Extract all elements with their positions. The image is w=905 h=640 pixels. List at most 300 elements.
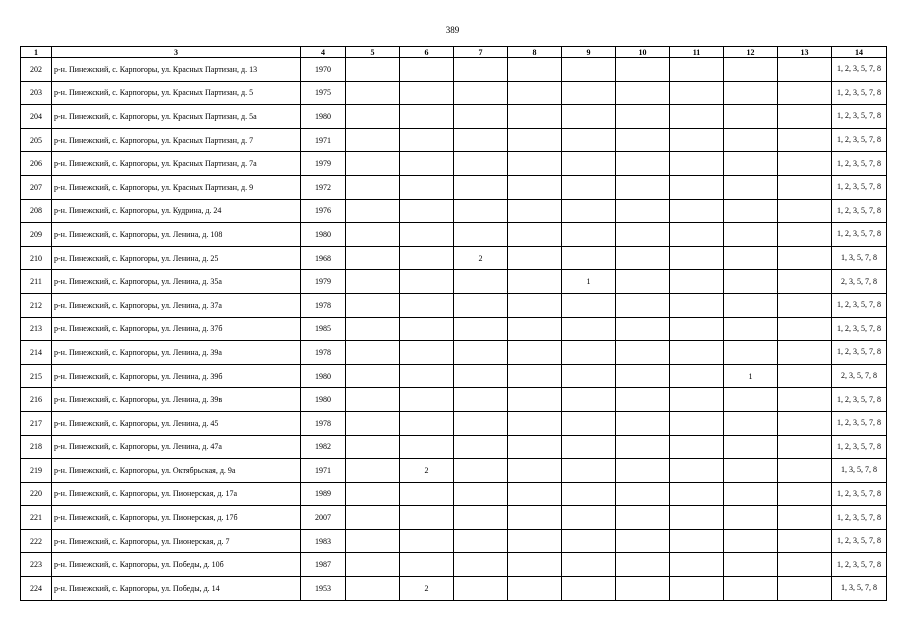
value-cell	[724, 411, 778, 435]
value-cell	[778, 459, 832, 483]
year-cell: 1976	[301, 199, 346, 223]
column-header: 5	[346, 47, 400, 58]
header-row	[21, 47, 887, 58]
table-row	[21, 459, 887, 483]
value-cell	[400, 270, 454, 294]
value-cell	[670, 577, 724, 601]
table-row	[21, 199, 887, 223]
value-cell	[616, 435, 670, 459]
column-header: 13	[778, 47, 832, 58]
table-row	[21, 293, 887, 317]
codes-cell: 1, 2, 3, 5, 7, 8	[832, 435, 887, 459]
value-cell	[400, 81, 454, 105]
value-cell	[454, 152, 508, 176]
value-cell: 2	[400, 459, 454, 483]
value-cell	[346, 459, 400, 483]
row-number: 221	[21, 506, 52, 530]
row-number: 209	[21, 223, 52, 247]
value-cell	[508, 199, 562, 223]
value-cell	[454, 317, 508, 341]
year-cell: 1982	[301, 435, 346, 459]
codes-cell: 1, 2, 3, 5, 7, 8	[832, 388, 887, 412]
row-number: 220	[21, 482, 52, 506]
value-cell	[562, 411, 616, 435]
value-cell	[346, 529, 400, 553]
value-cell	[400, 105, 454, 129]
value-cell	[562, 529, 616, 553]
column-header: 7	[454, 47, 508, 58]
value-cell	[778, 223, 832, 247]
address-cell: р-н. Пинежский, с. Карпогоры, ул. Победы, д. 14	[52, 577, 301, 601]
value-cell	[616, 128, 670, 152]
year-cell: 1978	[301, 411, 346, 435]
value-cell	[778, 105, 832, 129]
codes-cell: 1, 2, 3, 5, 7, 8	[832, 175, 887, 199]
value-cell	[508, 388, 562, 412]
year-cell: 1971	[301, 459, 346, 483]
codes-cell: 1, 2, 3, 5, 7, 8	[832, 58, 887, 82]
value-cell: 2	[454, 246, 508, 270]
value-cell	[778, 506, 832, 530]
value-cell	[400, 529, 454, 553]
value-cell	[400, 388, 454, 412]
value-cell	[346, 175, 400, 199]
codes-cell: 1, 2, 3, 5, 7, 8	[832, 317, 887, 341]
value-cell	[346, 364, 400, 388]
row-number: 216	[21, 388, 52, 412]
row-number: 208	[21, 199, 52, 223]
value-cell	[400, 411, 454, 435]
value-cell	[778, 293, 832, 317]
year-cell: 1980	[301, 388, 346, 412]
value-cell	[454, 293, 508, 317]
value-cell	[508, 152, 562, 176]
row-number: 211	[21, 270, 52, 294]
value-cell	[508, 105, 562, 129]
value-cell	[778, 317, 832, 341]
address-cell: р-н. Пинежский, с. Карпогоры, ул. Ленина, д. 25	[52, 246, 301, 270]
value-cell	[562, 58, 616, 82]
value-cell	[400, 341, 454, 365]
table-row	[21, 105, 887, 129]
value-cell	[508, 553, 562, 577]
row-number: 202	[21, 58, 52, 82]
table-row	[21, 364, 887, 388]
value-cell	[670, 128, 724, 152]
address-cell: р-н. Пинежский, с. Карпогоры, ул. Ленина, д. 39а	[52, 341, 301, 365]
value-cell	[346, 317, 400, 341]
table-row	[21, 246, 887, 270]
value-cell	[508, 364, 562, 388]
codes-cell: 1, 2, 3, 5, 7, 8	[832, 105, 887, 129]
value-cell	[454, 58, 508, 82]
column-header: 9	[562, 47, 616, 58]
value-cell	[346, 388, 400, 412]
value-cell	[508, 435, 562, 459]
codes-cell: 1, 3, 5, 7, 8	[832, 459, 887, 483]
address-cell: р-н. Пинежский, с. Карпогоры, ул. Ленина, д. 35а	[52, 270, 301, 294]
year-cell: 1989	[301, 482, 346, 506]
value-cell	[724, 529, 778, 553]
row-number: 218	[21, 435, 52, 459]
codes-cell: 1, 2, 3, 5, 7, 8	[832, 482, 887, 506]
value-cell	[454, 577, 508, 601]
value-cell	[346, 81, 400, 105]
address-cell: р-н. Пинежский, с. Карпогоры, ул. Красных Партизан, д. 13	[52, 58, 301, 82]
value-cell	[724, 58, 778, 82]
value-cell	[346, 105, 400, 129]
codes-cell: 1, 2, 3, 5, 7, 8	[832, 529, 887, 553]
codes-cell: 1, 2, 3, 5, 7, 8	[832, 411, 887, 435]
housing-registry-table	[20, 46, 887, 601]
value-cell	[724, 506, 778, 530]
column-header: 1	[21, 47, 52, 58]
value-cell	[346, 553, 400, 577]
value-cell	[562, 388, 616, 412]
column-header: 6	[400, 47, 454, 58]
column-header: 3	[52, 47, 301, 58]
table-row	[21, 152, 887, 176]
value-cell	[400, 175, 454, 199]
codes-cell: 1, 2, 3, 5, 7, 8	[832, 506, 887, 530]
value-cell	[616, 577, 670, 601]
value-cell	[724, 435, 778, 459]
address-cell: р-н. Пинежский, с. Карпогоры, ул. Октябрьская, д. 9а	[52, 459, 301, 483]
value-cell	[778, 553, 832, 577]
value-cell	[400, 246, 454, 270]
value-cell	[724, 223, 778, 247]
year-cell: 2007	[301, 506, 346, 530]
codes-cell: 1, 2, 3, 5, 7, 8	[832, 152, 887, 176]
value-cell	[400, 223, 454, 247]
value-cell	[562, 482, 616, 506]
value-cell	[508, 341, 562, 365]
address-cell: р-н. Пинежский, с. Карпогоры, ул. Ленина, д. 45	[52, 411, 301, 435]
value-cell	[778, 152, 832, 176]
value-cell	[724, 577, 778, 601]
year-cell: 1972	[301, 175, 346, 199]
value-cell: 2	[400, 577, 454, 601]
value-cell	[346, 577, 400, 601]
value-cell	[778, 199, 832, 223]
value-cell	[400, 506, 454, 530]
value-cell	[508, 411, 562, 435]
year-cell: 1980	[301, 105, 346, 129]
value-cell	[778, 529, 832, 553]
address-cell: р-н. Пинежский, с. Карпогоры, ул. Пионерская, д. 17б	[52, 506, 301, 530]
page-number: 389	[445, 25, 460, 35]
year-cell: 1987	[301, 553, 346, 577]
value-cell	[346, 199, 400, 223]
table-row	[21, 435, 887, 459]
value-cell	[400, 58, 454, 82]
codes-cell: 1, 2, 3, 5, 7, 8	[832, 81, 887, 105]
value-cell	[400, 128, 454, 152]
address-cell: р-н. Пинежский, с. Карпогоры, ул. Ленина, д. 47а	[52, 435, 301, 459]
value-cell	[670, 388, 724, 412]
value-cell	[670, 341, 724, 365]
value-cell	[400, 364, 454, 388]
value-cell	[562, 553, 616, 577]
row-number: 205	[21, 128, 52, 152]
value-cell	[400, 482, 454, 506]
year-cell: 1968	[301, 246, 346, 270]
value-cell	[508, 293, 562, 317]
value-cell	[670, 152, 724, 176]
value-cell	[454, 223, 508, 247]
table-row	[21, 506, 887, 530]
value-cell	[724, 105, 778, 129]
address-cell: р-н. Пинежский, с. Карпогоры, ул. Красных Партизан, д. 7	[52, 128, 301, 152]
row-number: 207	[21, 175, 52, 199]
column-header: 11	[670, 47, 724, 58]
column-header: 8	[508, 47, 562, 58]
value-cell	[616, 152, 670, 176]
value-cell	[454, 175, 508, 199]
value-cell	[562, 459, 616, 483]
value-cell	[454, 411, 508, 435]
value-cell	[346, 482, 400, 506]
value-cell	[346, 58, 400, 82]
value-cell	[670, 270, 724, 294]
table-row	[21, 411, 887, 435]
year-cell: 1980	[301, 223, 346, 247]
table-row	[21, 529, 887, 553]
value-cell	[562, 199, 616, 223]
value-cell	[508, 81, 562, 105]
value-cell	[562, 246, 616, 270]
value-cell	[562, 364, 616, 388]
value-cell	[454, 270, 508, 294]
value-cell	[346, 223, 400, 247]
value-cell	[778, 411, 832, 435]
value-cell: 1	[724, 364, 778, 388]
table-row	[21, 175, 887, 199]
value-cell	[724, 246, 778, 270]
year-cell: 1978	[301, 293, 346, 317]
value-cell	[778, 435, 832, 459]
value-cell	[562, 506, 616, 530]
value-cell	[724, 293, 778, 317]
value-cell	[454, 506, 508, 530]
table-row	[21, 388, 887, 412]
value-cell	[778, 175, 832, 199]
value-cell	[508, 577, 562, 601]
codes-cell: 1, 3, 5, 7, 8	[832, 246, 887, 270]
value-cell	[616, 58, 670, 82]
value-cell	[616, 317, 670, 341]
table-row	[21, 482, 887, 506]
address-cell: р-н. Пинежский, с. Карпогоры, ул. Ленина, д. 37а	[52, 293, 301, 317]
value-cell	[454, 199, 508, 223]
value-cell	[616, 223, 670, 247]
value-cell	[562, 341, 616, 365]
value-cell	[562, 435, 616, 459]
value-cell	[562, 152, 616, 176]
row-number: 203	[21, 81, 52, 105]
codes-cell: 1, 2, 3, 5, 7, 8	[832, 199, 887, 223]
table-row	[21, 270, 887, 294]
value-cell	[670, 58, 724, 82]
value-cell	[724, 175, 778, 199]
value-cell	[400, 317, 454, 341]
value-cell	[616, 364, 670, 388]
value-cell	[724, 270, 778, 294]
value-cell	[454, 553, 508, 577]
value-cell	[778, 128, 832, 152]
value-cell	[616, 81, 670, 105]
value-cell	[454, 482, 508, 506]
column-header: 10	[616, 47, 670, 58]
value-cell	[508, 175, 562, 199]
value-cell	[670, 293, 724, 317]
address-cell: р-н. Пинежский, с. Карпогоры, ул. Красных Партизан, д. 7а	[52, 152, 301, 176]
value-cell	[724, 553, 778, 577]
value-cell	[508, 506, 562, 530]
table-row	[21, 341, 887, 365]
year-cell: 1979	[301, 152, 346, 176]
value-cell	[724, 128, 778, 152]
column-header: 14	[832, 47, 887, 58]
value-cell	[616, 293, 670, 317]
value-cell	[670, 459, 724, 483]
value-cell	[346, 270, 400, 294]
address-cell: р-н. Пинежский, с. Карпогоры, ул. Победы, д. 10б	[52, 553, 301, 577]
codes-cell: 1, 2, 3, 5, 7, 8	[832, 223, 887, 247]
row-number: 215	[21, 364, 52, 388]
value-cell	[400, 199, 454, 223]
address-cell: р-н. Пинежский, с. Карпогоры, ул. Красных Партизан, д. 5а	[52, 105, 301, 129]
row-number: 204	[21, 105, 52, 129]
value-cell	[454, 105, 508, 129]
value-cell	[400, 435, 454, 459]
value-cell	[616, 199, 670, 223]
table-row	[21, 577, 887, 601]
value-cell	[508, 270, 562, 294]
codes-cell: 1, 2, 3, 5, 7, 8	[832, 553, 887, 577]
value-cell	[616, 105, 670, 129]
address-cell: р-н. Пинежский, с. Карпогоры, ул. Ленина, д. 39б	[52, 364, 301, 388]
value-cell	[724, 199, 778, 223]
row-number: 214	[21, 341, 52, 365]
value-cell	[346, 506, 400, 530]
row-number: 223	[21, 553, 52, 577]
year-cell: 1953	[301, 577, 346, 601]
table-row	[21, 317, 887, 341]
row-number: 212	[21, 293, 52, 317]
value-cell	[670, 199, 724, 223]
year-cell: 1975	[301, 81, 346, 105]
address-cell: р-н. Пинежский, с. Карпогоры, ул. Ленина, д. 108	[52, 223, 301, 247]
codes-cell: 1, 3, 5, 7, 8	[832, 577, 887, 601]
value-cell	[562, 317, 616, 341]
value-cell	[670, 246, 724, 270]
year-cell: 1983	[301, 529, 346, 553]
value-cell	[508, 317, 562, 341]
codes-cell: 2, 3, 5, 7, 8	[832, 270, 887, 294]
value-cell	[454, 341, 508, 365]
value-cell	[670, 105, 724, 129]
column-header: 12	[724, 47, 778, 58]
value-cell	[508, 482, 562, 506]
value-cell	[616, 341, 670, 365]
value-cell	[454, 81, 508, 105]
address-cell: р-н. Пинежский, с. Карпогоры, ул. Красных Партизан, д. 9	[52, 175, 301, 199]
value-cell	[346, 293, 400, 317]
value-cell	[454, 364, 508, 388]
year-cell: 1970	[301, 58, 346, 82]
year-cell: 1978	[301, 341, 346, 365]
row-number: 224	[21, 577, 52, 601]
codes-cell: 1, 2, 3, 5, 7, 8	[832, 128, 887, 152]
value-cell	[508, 58, 562, 82]
value-cell	[724, 341, 778, 365]
value-cell: 1	[562, 270, 616, 294]
value-cell	[670, 482, 724, 506]
year-cell: 1971	[301, 128, 346, 152]
row-number: 210	[21, 246, 52, 270]
value-cell	[562, 81, 616, 105]
table-row	[21, 553, 887, 577]
value-cell	[724, 482, 778, 506]
value-cell	[346, 411, 400, 435]
value-cell	[616, 482, 670, 506]
address-cell: р-н. Пинежский, с. Карпогоры, ул. Пионерская, д. 7	[52, 529, 301, 553]
value-cell	[400, 152, 454, 176]
year-cell: 1979	[301, 270, 346, 294]
value-cell	[778, 341, 832, 365]
row-number: 222	[21, 529, 52, 553]
value-cell	[724, 152, 778, 176]
value-cell	[346, 435, 400, 459]
value-cell	[616, 388, 670, 412]
row-number: 219	[21, 459, 52, 483]
row-number: 213	[21, 317, 52, 341]
value-cell	[670, 553, 724, 577]
value-cell	[778, 246, 832, 270]
value-cell	[724, 388, 778, 412]
value-cell	[670, 81, 724, 105]
value-cell	[724, 459, 778, 483]
codes-cell: 1, 2, 3, 5, 7, 8	[832, 341, 887, 365]
value-cell	[454, 459, 508, 483]
value-cell	[508, 246, 562, 270]
address-cell: р-н. Пинежский, с. Карпогоры, ул. Красных Партизан, д. 5	[52, 81, 301, 105]
value-cell	[616, 506, 670, 530]
value-cell	[454, 388, 508, 412]
value-cell	[616, 529, 670, 553]
value-cell	[670, 411, 724, 435]
value-cell	[508, 128, 562, 152]
value-cell	[670, 175, 724, 199]
value-cell	[616, 270, 670, 294]
table-row	[21, 58, 887, 82]
value-cell	[670, 317, 724, 341]
value-cell	[616, 175, 670, 199]
value-cell	[400, 553, 454, 577]
codes-cell: 1, 2, 3, 5, 7, 8	[832, 293, 887, 317]
value-cell	[616, 246, 670, 270]
value-cell	[562, 293, 616, 317]
address-cell: р-н. Пинежский, с. Карпогоры, ул. Кудрина, д. 24	[52, 199, 301, 223]
value-cell	[778, 577, 832, 601]
value-cell	[670, 223, 724, 247]
value-cell	[508, 459, 562, 483]
value-cell	[508, 223, 562, 247]
value-cell	[562, 577, 616, 601]
row-number: 206	[21, 152, 52, 176]
value-cell	[346, 128, 400, 152]
